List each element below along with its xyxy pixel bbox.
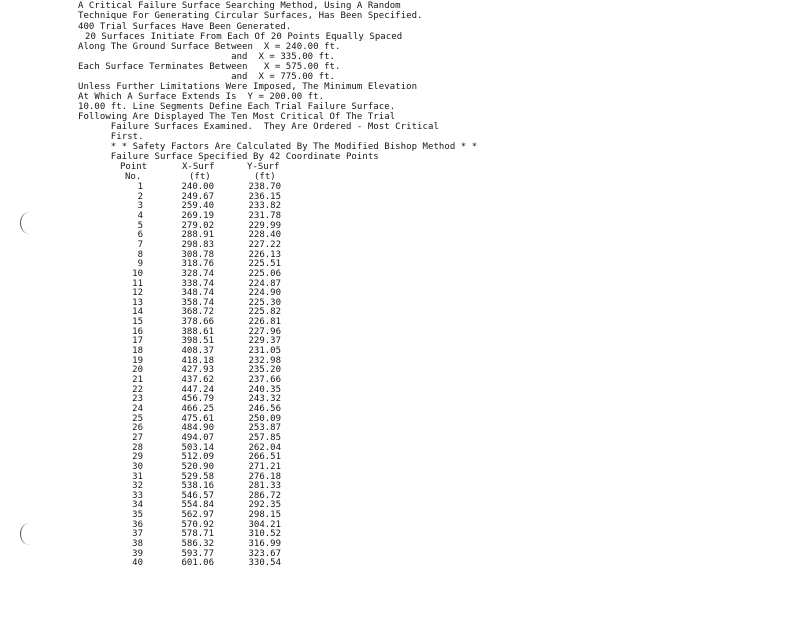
table-row [0,201,300,211]
x-surf-value: 249.67 [181,191,214,202]
table-row [0,336,300,346]
point-number: 5 [137,220,143,231]
table-row [0,250,300,260]
table-row [0,520,300,530]
intro-line-13: Failure Surfaces Examined. They Are Ordered - Most Critical [78,122,439,132]
point-number: 4 [137,210,143,221]
table-row [0,385,300,395]
y-surf-value: 243.32 [248,394,281,405]
table-row [0,317,300,327]
point-number: 28 [132,442,143,453]
y-surf-value: 266.51 [248,452,281,463]
x-surf-value: 494.07 [181,432,214,443]
y-surf-value: 224.90 [248,288,281,299]
x-surf-value: 427.93 [181,365,214,376]
intro-line-15: * * Safety Factors Are Calculated By The Modified Bishop Method * * [78,142,478,152]
y-surf-value: 262.04 [248,442,281,453]
intro-line-11: 10.00 ft. Line Segments Define Each Trial Failure Surface. [78,102,396,112]
x-surf-value: 358.74 [181,297,214,308]
table-row [0,539,300,549]
point-number: 26 [132,423,143,434]
point-number: 12 [132,288,143,299]
intro-line-2: Technique For Generating Circular Surfaces, Has Been Specified. [78,11,423,21]
point-number: 37 [132,529,143,540]
x-surf-value: 503.14 [181,442,214,453]
point-number: 16 [132,326,143,337]
table-row [0,558,300,568]
intro-line-16: Failure Surface Specified By 42 Coordinate Points [78,152,379,162]
y-surf-value: 240.35 [248,384,281,395]
x-surf-value: 398.51 [181,336,214,347]
intro-line-9: Unless Further Limitations Were Imposed, The Minimum Elevation [78,82,418,92]
table-row [0,211,300,221]
y-surf-value: 316.99 [248,539,281,549]
y-surf-value: 253.87 [248,423,281,434]
y-surf-value: 304.21 [248,519,281,530]
point-number: 31 [132,471,143,482]
table-row [0,500,300,510]
table-row [0,414,300,424]
point-number: 2 [137,191,143,202]
point-number: 29 [132,452,143,463]
point-number: 11 [132,278,143,289]
table-row [0,433,300,443]
table-row [0,549,300,559]
table-row [0,375,300,385]
point-number: 27 [132,432,143,443]
y-surf-value: 231.78 [248,210,281,221]
x-surf-value: 578.71 [181,529,214,540]
y-surf-value: 231.05 [248,346,281,357]
point-number: 33 [132,490,143,501]
table-row [0,462,300,472]
y-surf-value: 225.82 [248,307,281,318]
point-number: 13 [132,297,143,308]
intro-line-8: and X = 775.00 ft. [78,72,336,82]
y-surf-value: 235.20 [248,365,281,376]
intro-line-1: A Critical Failure Surface Searching Method, Using A Random [78,1,401,11]
table-row [0,529,300,539]
x-surf-value: 437.62 [181,375,214,385]
y-surf-value: 226.81 [248,317,281,328]
x-surf-value: 593.77 [181,548,214,559]
point-number: 36 [132,519,143,530]
x-surf-value: 512.09 [181,452,214,463]
point-number: 3 [137,201,143,212]
y-surf-value: 250.09 [248,413,281,424]
y-surf-value: 225.30 [248,297,281,308]
y-surf-value: 233.82 [248,201,281,212]
y-surf-value: 227.22 [248,239,281,250]
y-surf-value: 225.51 [248,259,281,270]
intro-line-5: Along The Ground Surface Between X = 240.00 ft. [78,42,341,52]
x-surf-value: 338.74 [181,278,214,289]
intro-line-14: First. [78,132,144,142]
x-surf-value: 298.83 [181,239,214,250]
x-surf-value: 269.19 [181,210,214,221]
x-surf-value: 466.25 [181,404,214,414]
point-number: 30 [132,461,143,472]
x-surf-value: 570.92 [181,519,214,530]
table-row [0,423,300,433]
x-surf-value: 475.61 [181,413,214,424]
table-row [0,298,300,308]
y-surf-value: 281.33 [248,481,281,492]
x-surf-value: 601.06 [181,558,214,569]
y-surf-value: 227.96 [248,326,281,337]
x-surf-value: 328.74 [181,268,214,279]
table-row [0,443,300,453]
table-row [0,269,300,279]
y-surf-value: 237.66 [248,375,281,385]
point-number: 25 [132,413,143,424]
y-surf-value: 276.18 [248,471,281,482]
point-number: 19 [132,355,143,366]
table-row [0,221,300,231]
header-x-unit: (ft) [189,172,211,182]
point-number: 21 [132,375,143,385]
table-row [0,481,300,491]
punch-hole-mark-bottom [20,523,39,545]
intro-line-3: 400 Trial Surfaces Have Been Generated. [78,22,292,32]
point-number: 32 [132,481,143,492]
y-surf-value: 226.13 [248,249,281,260]
header-y-unit: (ft) [254,172,276,182]
y-surf-value: 323.67 [248,548,281,559]
x-surf-value: 484.90 [181,423,214,434]
point-number: 14 [132,307,143,318]
header-point-sub: No. [125,172,142,182]
table-row [0,240,300,250]
x-surf-value: 456.79 [181,394,214,405]
x-surf-value: 279.02 [181,220,214,231]
y-surf-value: 225.06 [248,268,281,279]
table-row [0,288,300,298]
y-surf-value: 229.99 [248,220,281,231]
y-surf-value: 292.35 [248,500,281,511]
table-row [0,491,300,501]
intro-line-12: Following Are Displayed The Ten Most Critical Of The Trial [78,112,396,122]
table-row [0,307,300,317]
x-surf-value: 288.91 [181,230,214,241]
x-surf-value: 308.78 [181,249,214,260]
point-number: 40 [132,558,143,569]
x-surf-value: 586.32 [181,539,214,549]
header-x-surf: X-Surf [182,162,215,172]
x-surf-value: 259.40 [181,201,214,212]
x-surf-value: 240.00 [181,182,214,192]
x-surf-value: 408.37 [181,346,214,357]
x-surf-value: 418.18 [181,355,214,366]
point-number: 9 [137,259,143,270]
x-surf-value: 447.24 [181,384,214,395]
table-row [0,259,300,269]
table-row [0,279,300,289]
x-surf-value: 554.84 [181,500,214,511]
y-surf-value: 229.37 [248,336,281,347]
point-number: 39 [132,548,143,559]
point-number: 8 [137,249,143,260]
intro-line-4: 20 Surfaces Initiate From Each Of 20 Points Equally Spaced [85,32,403,42]
y-surf-value: 257.85 [248,432,281,443]
y-surf-value: 238.70 [248,182,281,192]
point-number: 15 [132,317,143,328]
table-row [0,365,300,375]
x-surf-value: 546.57 [181,490,214,501]
intro-line-10: At Which A Surface Extends Is Y = 200.00 ft. [78,92,325,102]
punch-hole-mark-top [20,212,39,234]
y-surf-value: 224.87 [248,278,281,289]
point-number: 35 [132,510,143,521]
table-row [0,472,300,482]
point-number: 38 [132,539,143,549]
table-row [0,404,300,414]
y-surf-value: 232.98 [248,355,281,366]
point-number: 6 [137,230,143,241]
x-surf-value: 318.76 [181,259,214,270]
intro-line-6: and X = 335.00 ft. [78,52,336,62]
table-row [0,346,300,356]
x-surf-value: 538.16 [181,481,214,492]
x-surf-value: 520.90 [181,461,214,472]
y-surf-value: 310.52 [248,529,281,540]
point-number: 17 [132,336,143,347]
intro-line-7: Each Surface Terminates Between X = 575.00 ft. [78,62,341,72]
table-row [0,230,300,240]
x-surf-value: 562.97 [181,510,214,521]
y-surf-value: 330.54 [248,558,281,569]
point-number: 7 [137,239,143,250]
point-number: 34 [132,500,143,511]
table-row [0,327,300,337]
header-point: Point [120,162,148,172]
x-surf-value: 348.74 [181,288,214,299]
x-surf-value: 388.61 [181,326,214,337]
point-number: 24 [132,404,143,414]
point-number: 10 [132,268,143,279]
point-number: 18 [132,346,143,357]
y-surf-value: 228.40 [248,230,281,241]
point-number: 23 [132,394,143,405]
point-number: 1 [137,182,143,192]
header-y-surf: Y-Surf [247,162,280,172]
y-surf-value: 286.72 [248,490,281,501]
table-row [0,452,300,462]
table-row [0,192,300,202]
x-surf-value: 529.58 [181,471,214,482]
table-row [0,394,300,404]
y-surf-value: 236.15 [248,191,281,202]
x-surf-value: 378.66 [181,317,214,328]
point-number: 22 [132,384,143,395]
table-row [0,510,300,520]
point-number: 20 [132,365,143,376]
y-surf-value: 271.21 [248,461,281,472]
table-row [0,356,300,366]
table-row [0,182,300,192]
y-surf-value: 246.56 [248,404,281,414]
y-surf-value: 298.15 [248,510,281,521]
x-surf-value: 368.72 [181,307,214,318]
